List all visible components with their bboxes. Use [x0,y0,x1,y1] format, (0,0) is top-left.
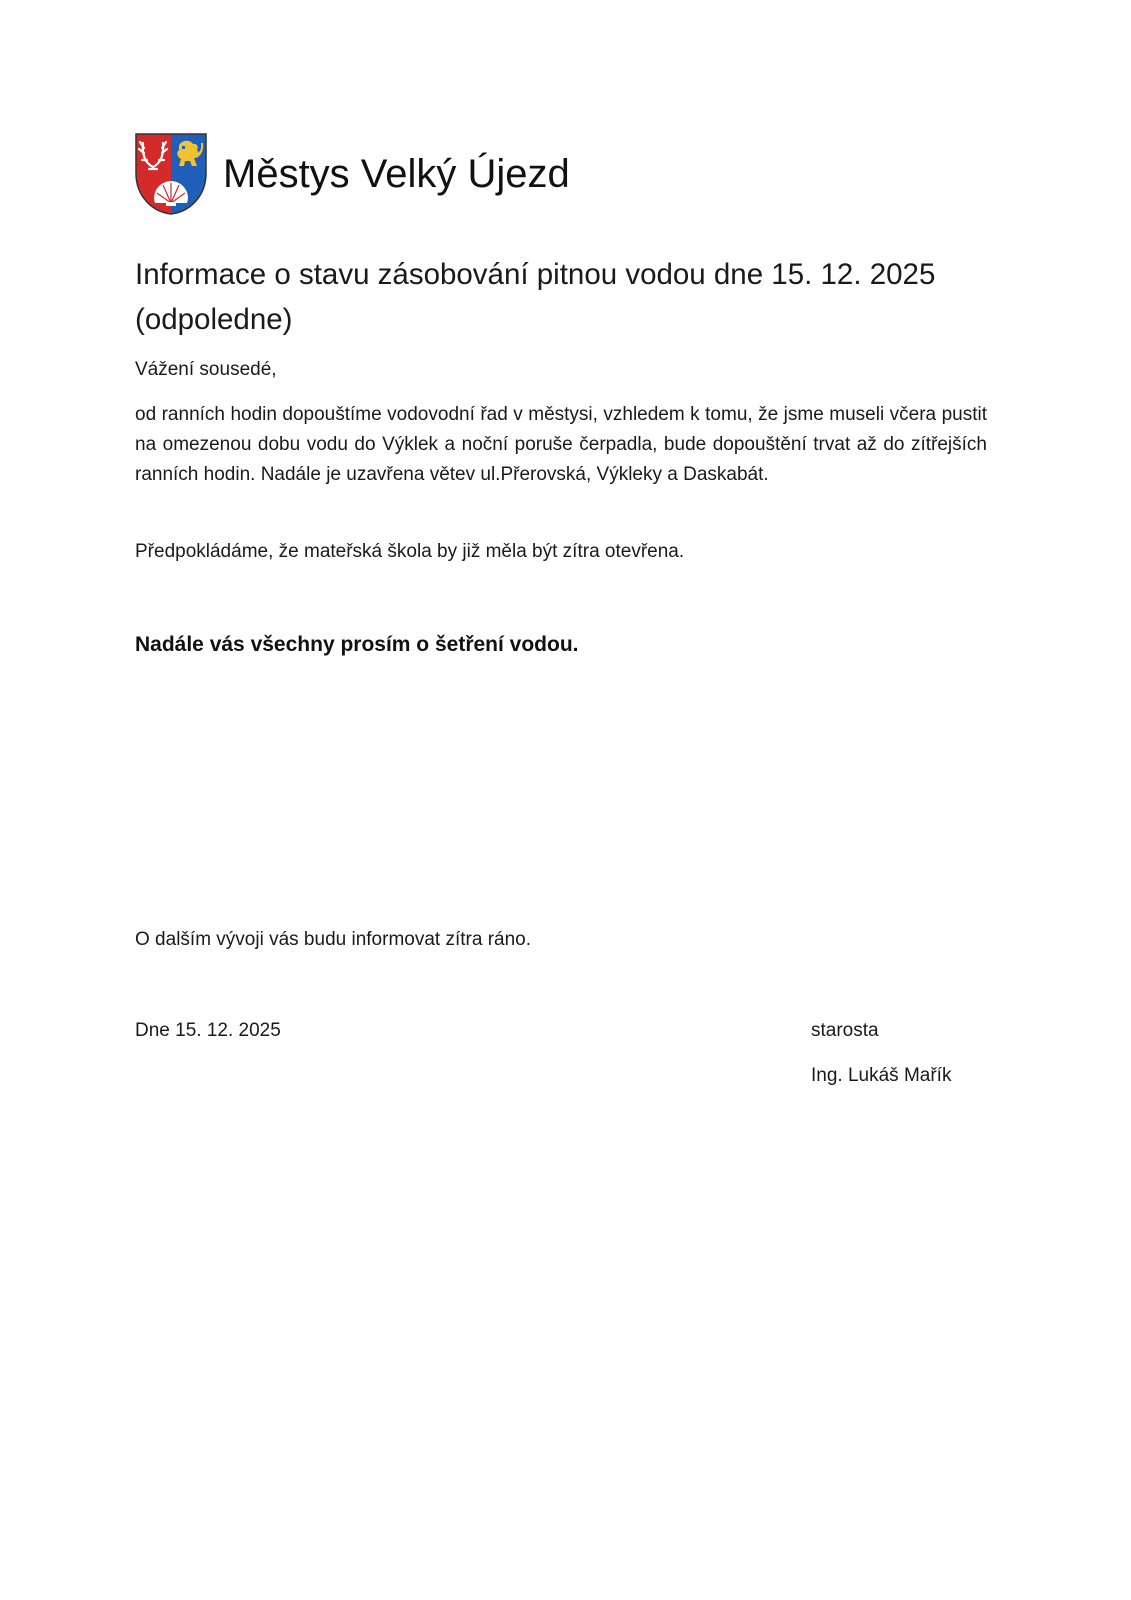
document-title: Informace o stavu zásobování pitnou vodou dne 15. 12. 2025 (odpoledne) [135,258,936,336]
greeting: Vážení sousedé, [135,359,277,380]
document-date: Dne 15. 12. 2025 [135,1020,281,1041]
letterhead [135,133,570,215]
closing-statement: O dalším vývoji vás budu informovat zítra ráno. [135,929,531,950]
coat-of-arms-icon [135,133,207,215]
emphasis-notice: Nadále vás všechny prosím o šetření vodou. [135,633,579,656]
signatory-name: Ing. Lukáš Mařík [811,1065,952,1086]
signatory-role: starosta [811,1020,879,1041]
body-paragraph-2: Předpokládáme, že mateřská škola by již měla být zítra otevřena. [135,541,685,562]
organization-name: Městys Velký Újezd [223,152,570,196]
body-paragraph-1: od ranních hodin dopouštíme vodovodní řad v městysi, vzhledem k tomu, že jsme museli včera pustit na omezenou dobu vodu do Výklek a noční poruše čerpadla, bude dopouštění trvat až do zítřejších ranních hodin. Nadále je uzavřena větev ul.Přerovská, Výkleky a Daskabát. [135,404,987,485]
